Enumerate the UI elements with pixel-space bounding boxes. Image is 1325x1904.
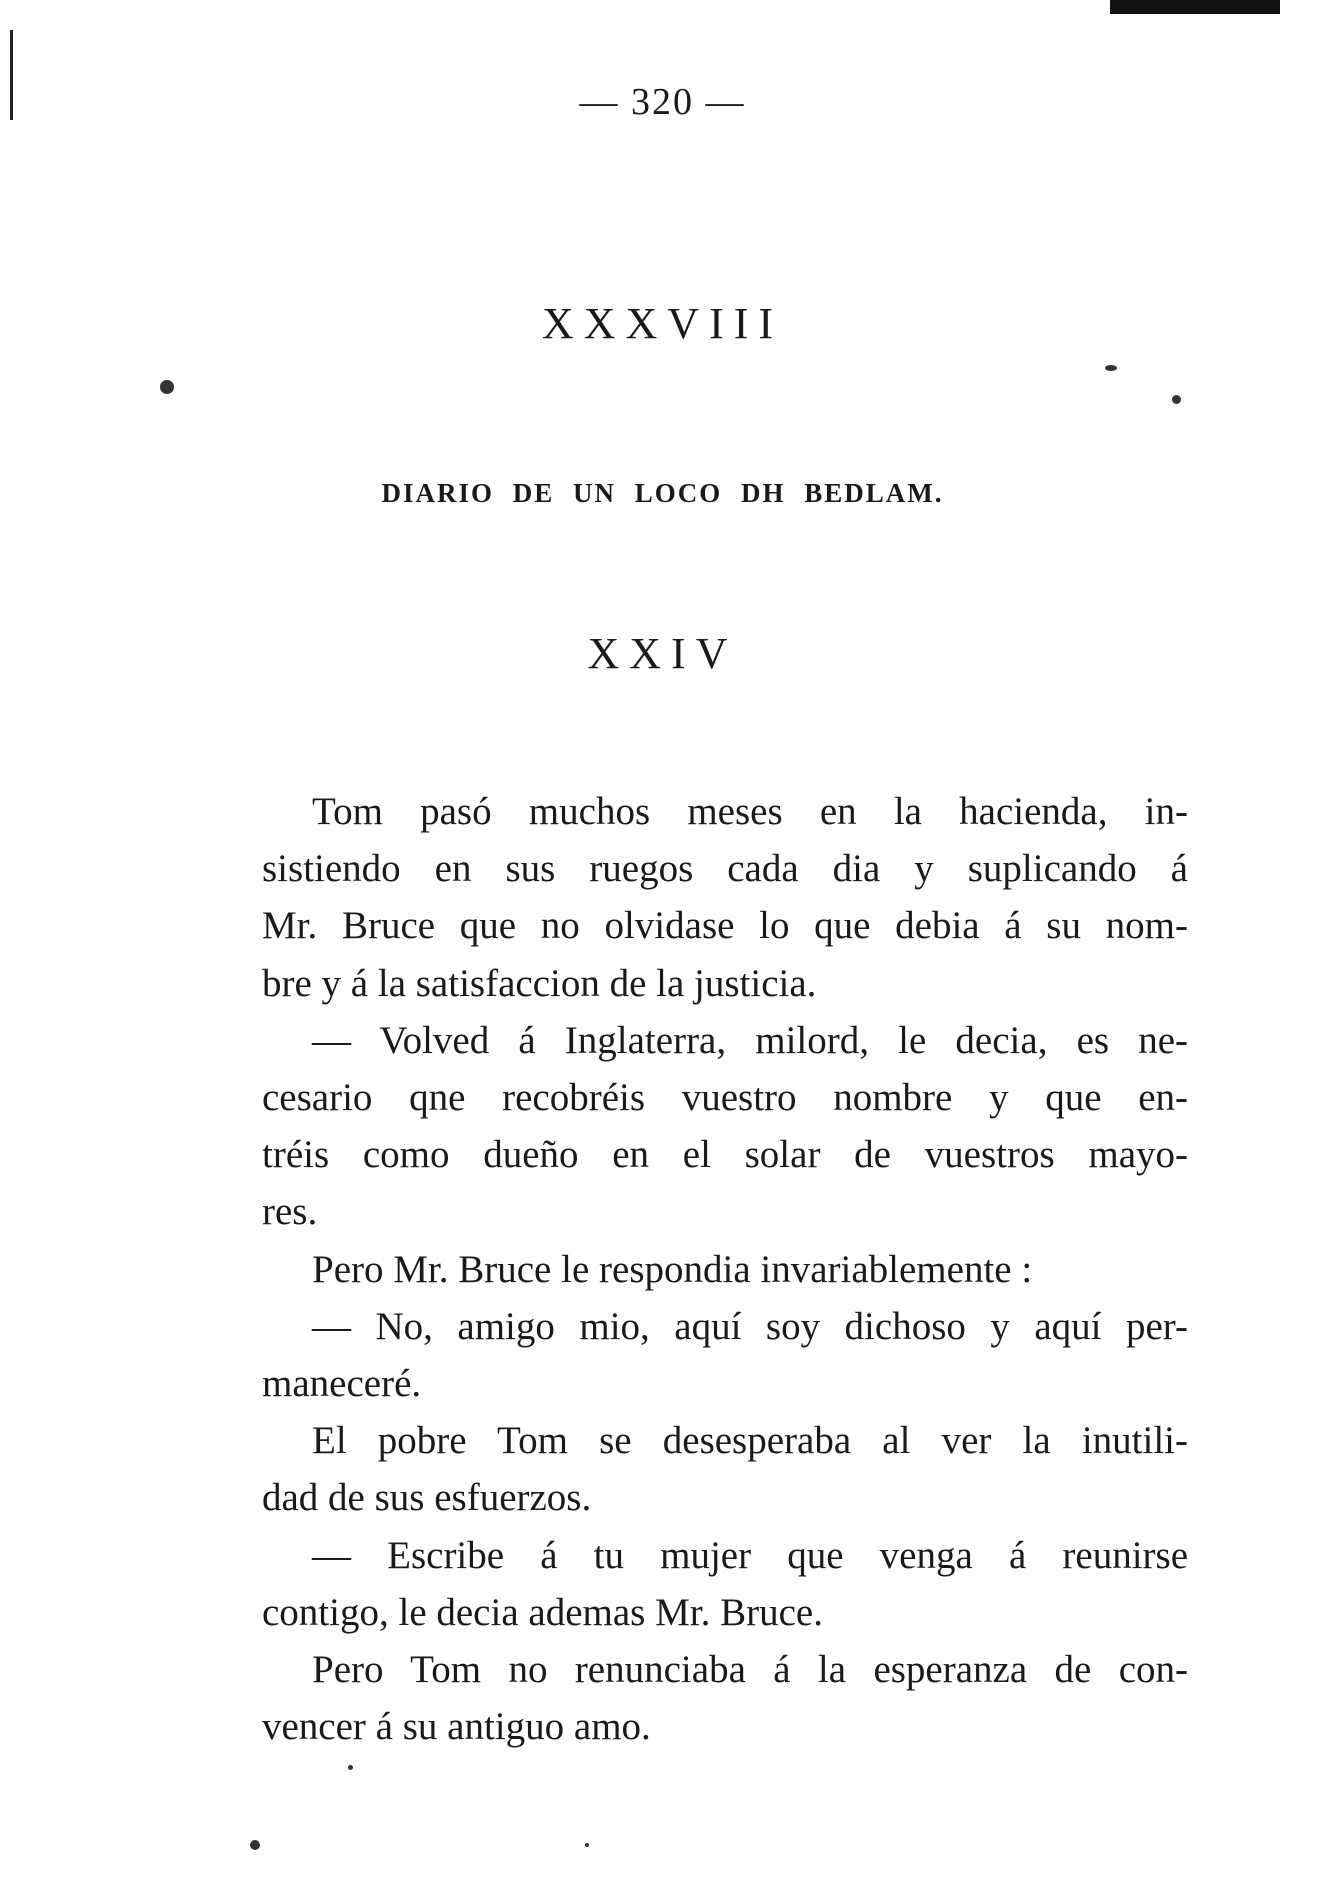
text-line: sistiendo en sus ruegos cada dia y suplicando á (262, 847, 1188, 891)
text-line: El pobre Tom se desesperaba al ver la inutili- (312, 1419, 1188, 1463)
ink-speck (250, 1840, 260, 1850)
text-line: Pero Mr. Bruce le respondia invariablemente : (312, 1247, 1033, 1291)
page-number: — 320 — (579, 81, 746, 123)
scan-edge-mark (1110, 0, 1280, 14)
ink-speck (1105, 365, 1117, 371)
ink-speck (348, 1765, 353, 1770)
text-line: Tom pasó muchos meses en la hacienda, in- (312, 790, 1188, 833)
section-number: XXIV (587, 629, 738, 678)
text-line: cesario qne recobréis vuestro nombre y que en- (262, 1076, 1188, 1120)
chapter-title: DIARIO DE UN LOCO DH BEDLAM. (381, 478, 944, 508)
text-line: bre y á la satisfaccion de la justicia. (262, 961, 817, 1005)
text-line: — No, amigo mio, aquí soy dichoso y aquí per- (312, 1304, 1188, 1348)
ink-speck (585, 1843, 589, 1847)
text-line: maneceré. (262, 1362, 422, 1406)
text-line: contigo, le decia ademas Mr. Bruce. (262, 1590, 823, 1634)
ink-speck (1172, 395, 1181, 404)
text-line: dad de sus esfuerzos. (262, 1476, 592, 1520)
body-text (262, 783, 1188, 1755)
text-line: — Escribe á tu mujer que venga á reunirse (312, 1533, 1188, 1577)
chapter-number: XXXVIII (541, 299, 784, 348)
text-line: vencer á su antiguo amo. (262, 1705, 651, 1749)
ink-speck (160, 380, 174, 394)
text-line: tréis como dueño en el solar de vuestros mayo- (262, 1133, 1188, 1177)
text-line: Mr. Bruce que no olvidase lo que debia á su nom- (262, 904, 1188, 948)
text-line: res. (262, 1190, 318, 1234)
text-line: — Volved á Inglaterra, milord, le decia, es ne- (312, 1018, 1188, 1062)
text-line: Pero Tom no renunciaba á la esperanza de con- (312, 1648, 1188, 1692)
